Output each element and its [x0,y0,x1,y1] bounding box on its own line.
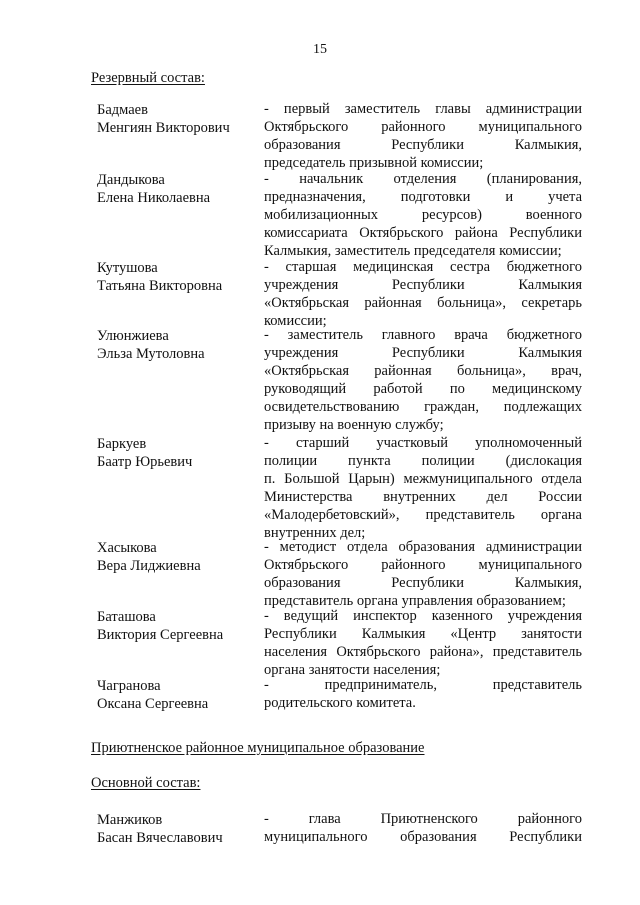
member-role-line: муниципального образования Республики [264,828,582,845]
member-surname: Хасыкова [97,540,157,556]
member-given-name: Елена Николаевна [97,190,211,206]
municipality-heading: Приютненское районное муниципальное образование [91,740,425,756]
member-role-line: Октябрьского районного муниципального [264,556,582,573]
member-role [264,677,582,713]
member-role-line: мобилизационных ресурсов) военного [264,206,582,223]
member-role [264,811,582,847]
member-role [264,435,582,542]
member-name [97,811,257,847]
member-surname: Бадмаев [97,102,148,118]
member-role-line: - ведущий инспектор казенного учреждения [264,608,582,624]
member-name [97,608,257,644]
member-role-line: представитель органа управления образованием; [264,592,566,609]
main-heading: Основной состав: [91,775,201,791]
member-given-name: Баатр Юрьевич [97,454,193,470]
member-role [264,539,582,611]
member-role-line: - старшая медицинская сестра бюджетного [264,259,582,275]
member-role-line: внутренних дел; [264,524,366,541]
member-role-line: призыву на военную службу; [264,416,444,433]
member-role-line: комиссариата Октябрьского района Республики [264,224,582,241]
member-surname: Баркуев [97,436,147,452]
member-role-line: руководящий работой по медицинскому [264,380,582,397]
member-role-line: родительского комитета. [264,694,416,711]
member-surname: Улюнжиева [97,328,169,344]
member-given-name: Вера Лиджиевна [97,558,201,574]
member-name [97,435,257,471]
member-role-line: - глава Приютненского районного [264,811,582,827]
member-name [97,259,257,295]
member-given-name: Оксана Сергеевна [97,696,209,712]
page-number: 15 [313,42,327,57]
member-role-line: - старший участковый уполномоченный [264,435,582,451]
member-role-line: «Октябрьская районная больница», врач, [264,362,582,379]
member-role-line: - начальник отделения (планирования, [264,171,582,187]
member-surname: Баташова [97,609,156,625]
reserve-heading: Резервный состав: [91,70,205,86]
member-role-line: Калмыкия, заместитель председателя комиссии; [264,242,562,259]
member-role-line: - первый заместитель главы администрации [264,101,582,117]
member-role-line: - предприниматель, представитель [264,677,582,693]
member-role-line: - методист отдела образования администрации [264,539,582,555]
member-role-line: образования Республики Калмыкия, [264,574,582,591]
member-given-name: Менгиян Викторович [97,120,230,136]
member-role-line: «Октябрьская районная больница», секретарь [264,294,582,311]
member-role-line: Октябрьского районного муниципального [264,118,582,135]
member-name [97,539,257,575]
member-given-name: Виктория Сергеевна [97,627,224,643]
member-given-name: Эльза Мутоловна [97,346,205,362]
member-role-line: - заместитель главного врача бюджетного [264,327,582,343]
member-name [97,327,257,363]
member-role-line: образования Республики Калмыкия, [264,136,582,153]
member-surname: Кутушова [97,260,158,276]
member-role [264,101,582,173]
member-role-line: учреждения Республики Калмыкия [264,276,582,293]
member-given-name: Басан Вячеславович [97,830,223,846]
member-surname: Чагранова [97,678,161,694]
member-name [97,101,257,137]
member-role-line: учреждения Республики Калмыкия [264,344,582,361]
member-name [97,677,257,713]
member-role-line: Министерства внутренних дел России [264,488,582,505]
member-role [264,608,582,680]
member-given-name: Татьяна Викторовна [97,278,223,294]
member-surname: Манжиков [97,812,163,828]
member-role-line: населения Октябрьского района», представитель [264,643,582,660]
member-role-line: освидетельствованию граждан, подлежащих [264,398,582,415]
member-role-line: предназначения, подготовки и учета [264,188,582,205]
member-role-line: комиссии; [264,312,327,329]
member-role [264,327,582,434]
member-surname: Дандыкова [97,172,165,188]
member-role-line: органа занятости населения; [264,661,441,678]
member-role-line: председатель призывной комиссии; [264,154,484,171]
member-name [97,171,257,207]
member-role-line: полиции пункта полиции (дислокация [264,452,582,469]
member-role-line: Республики Калмыкия «Центр занятости [264,625,582,642]
member-role-line: п. Большой Царын) межмуниципального отдела [264,470,582,487]
member-role-line: «Малодербетовский», представитель органа [264,506,582,523]
member-role [264,259,582,331]
member-role [264,171,582,261]
